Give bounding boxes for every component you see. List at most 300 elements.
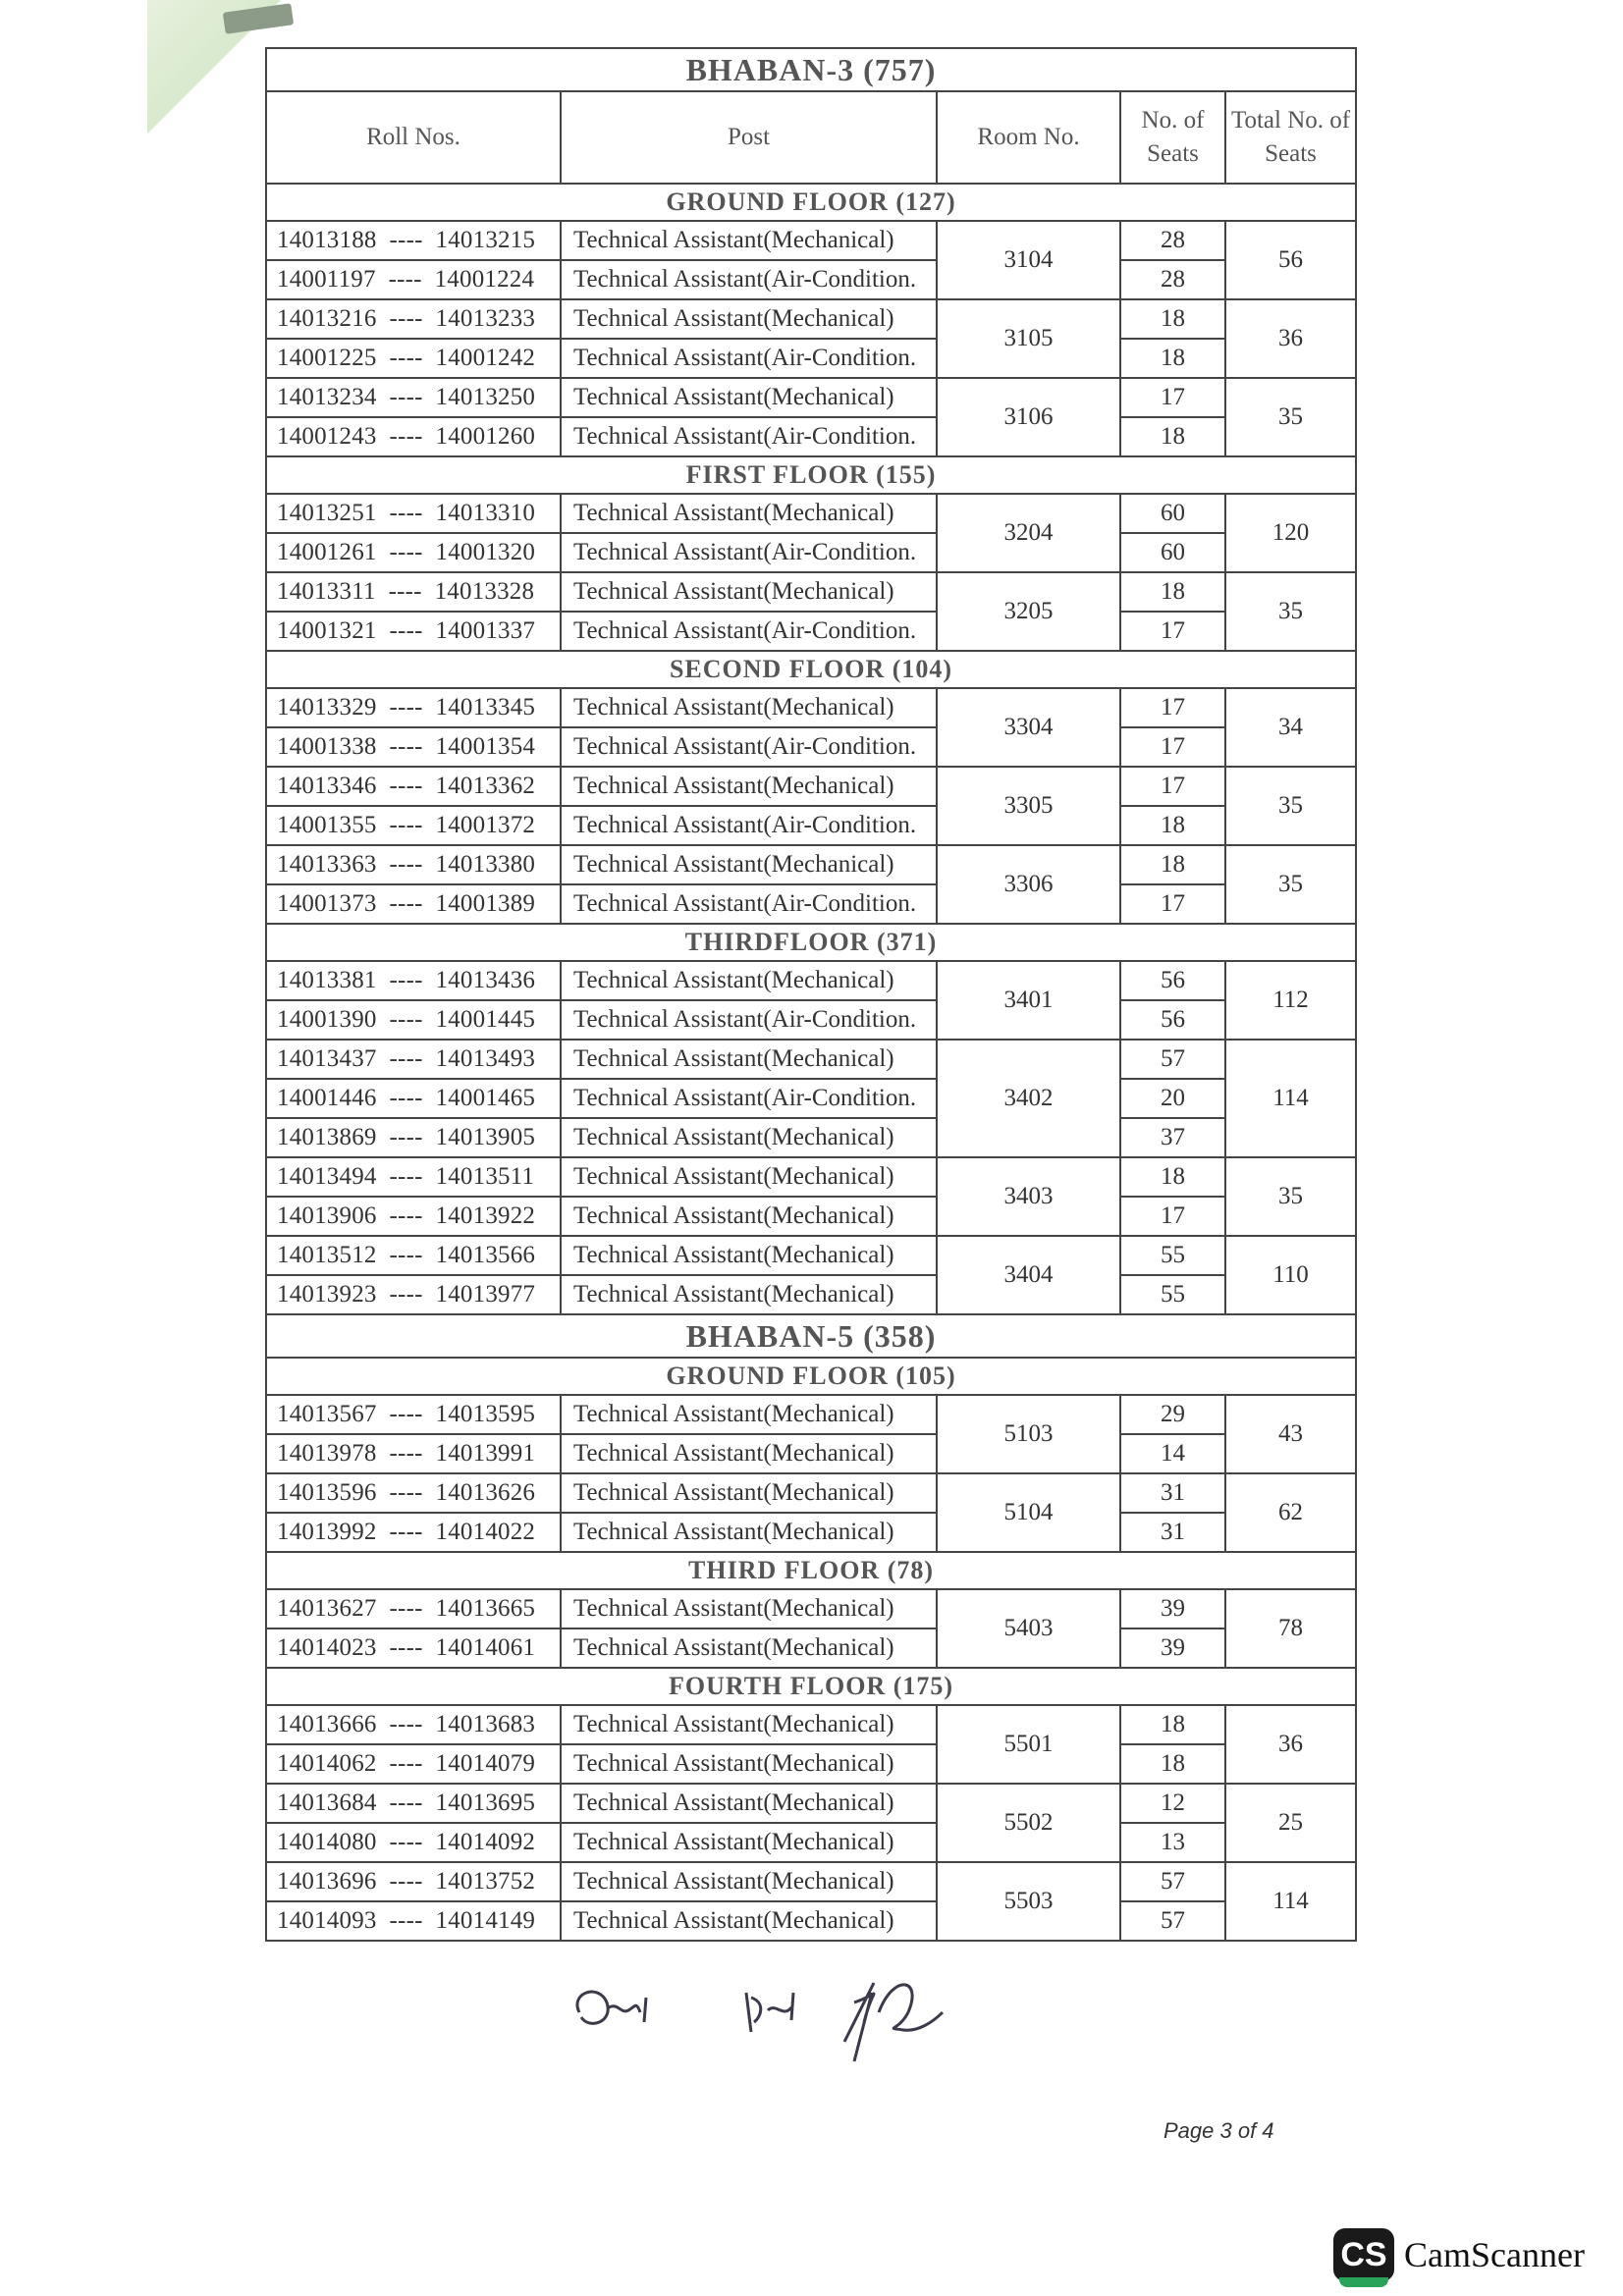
seats-cell: 18 [1120,806,1225,845]
roll-separator: ---- [389,227,423,253]
roll-from: 14013627 [277,1595,377,1622]
roll-range [266,1079,561,1118]
roll-range [266,1197,561,1236]
roll-range [266,1000,561,1040]
bhaban-title-row [266,1314,1356,1358]
floor-header-row [266,651,1356,688]
roll-to: 14001320 [435,539,536,565]
roll-to: 14001465 [435,1085,536,1111]
roll-range [266,1040,561,1079]
seats-cell: 57 [1120,1862,1225,1901]
roll-to: 14013595 [435,1401,536,1427]
roll-to: 14013977 [435,1281,536,1308]
roll-range [266,1901,561,1941]
signature-2 [746,1993,793,2032]
roll-to: 14001260 [435,423,536,450]
roll-to: 14001337 [435,617,536,644]
seats-cell: 18 [1120,1157,1225,1197]
post-cell: Technical Assistant(Mechanical) [561,1040,937,1079]
post-cell: Technical Assistant(Mechanical) [561,1275,937,1314]
total-seats-cell: 35 [1225,572,1356,651]
roll-to: 14013233 [435,305,536,332]
roll-to: 14013922 [435,1202,536,1229]
roll-range [266,1823,561,1862]
roll-separator: ---- [389,1401,423,1427]
roll-range [266,806,561,845]
table-row [266,1434,1356,1473]
roll-to: 14013310 [435,500,536,526]
roll-separator: ---- [389,539,423,565]
total-seats-cell: 36 [1225,1705,1356,1784]
seats-cell: 17 [1120,727,1225,767]
post-cell: Technical Assistant(Mechanical) [561,378,937,417]
roll-from: 14001355 [277,812,377,838]
total-seats-cell: 114 [1225,1040,1356,1157]
bhaban-title: BHABAN-3 (757) [266,48,1356,91]
room-no-cell: 3205 [937,572,1120,651]
total-seats-cell: 35 [1225,378,1356,456]
roll-from: 14013596 [277,1479,377,1506]
roll-from: 14013311 [277,578,376,605]
roll-from: 14013329 [277,694,377,721]
roll-range [266,1862,561,1901]
room-no-cell: 5501 [937,1705,1120,1784]
roll-from: 14013512 [277,1242,377,1268]
post-cell: Technical Assistant(Mechanical) [561,1823,937,1862]
post-cell: Technical Assistant(Air-Condition. [561,1079,937,1118]
roll-separator: ---- [389,1281,423,1308]
table-row [266,1744,1356,1784]
post-cell: Technical Assistant(Mechanical) [561,1862,937,1901]
roll-from: 14013666 [277,1711,377,1737]
page-number: Page 3 of 4 [1163,2118,1274,2143]
table-row [266,1275,1356,1314]
seats-cell: 29 [1120,1395,1225,1434]
table-row [266,417,1356,456]
post-cell: Technical Assistant(Air-Condition. [561,260,937,299]
post-cell: Technical Assistant(Air-Condition. [561,533,937,572]
roll-range [266,378,561,417]
seats-cell: 18 [1120,299,1225,339]
total-seats-cell: 43 [1225,1395,1356,1473]
roll-to: 14013695 [435,1789,536,1816]
table-row [266,884,1356,924]
seats-cell: 17 [1120,884,1225,924]
seats-cell: 31 [1120,1513,1225,1552]
table-row [266,1513,1356,1552]
roll-from: 14001373 [277,890,377,917]
total-seats-cell: 34 [1225,688,1356,767]
post-cell: Technical Assistant(Mechanical) [561,688,937,727]
room-no-cell: 5104 [937,1473,1120,1552]
roll-from: 14014062 [277,1750,377,1777]
seats-cell: 18 [1120,1705,1225,1744]
roll-to: 14013752 [435,1868,536,1895]
post-cell: Technical Assistant(Mechanical) [561,1157,937,1197]
roll-to: 14014061 [435,1634,536,1661]
roll-range [266,339,561,378]
roll-range [266,845,561,884]
post-cell: Technical Assistant(Mechanical) [561,1395,937,1434]
floor-title: SECOND FLOOR (104) [266,651,1356,688]
seats-cell: 18 [1120,572,1225,612]
post-cell: Technical Assistant(Mechanical) [561,572,937,612]
roll-separator: ---- [389,967,423,993]
roll-to: 14013345 [435,694,536,721]
seats-cell: 17 [1120,378,1225,417]
floor-title: THIRD FLOOR (78) [266,1552,1356,1589]
table-row [266,221,1356,260]
room-no-cell: 3401 [937,961,1120,1040]
post-cell: Technical Assistant(Mechanical) [561,1784,937,1823]
table-row [266,767,1356,806]
floor-header-row [266,184,1356,221]
seats-cell: 28 [1120,260,1225,299]
seats-cell: 18 [1120,845,1225,884]
roll-from: 14014093 [277,1907,377,1934]
seats-cell: 18 [1120,417,1225,456]
roll-separator: ---- [389,1907,423,1934]
floor-header-row [266,924,1356,961]
seats-cell: 18 [1120,1744,1225,1784]
total-seats-cell: 35 [1225,767,1356,845]
seat-plan-body [266,48,1356,1941]
table-row [266,806,1356,845]
room-no-cell: 3403 [937,1157,1120,1236]
post-cell: Technical Assistant(Mechanical) [561,1901,937,1941]
room-no-cell: 3304 [937,688,1120,767]
roll-from: 14001197 [277,266,376,293]
post-cell: Technical Assistant(Mechanical) [561,1236,937,1275]
total-seats-cell: 114 [1225,1862,1356,1941]
roll-separator: ---- [389,1479,423,1506]
post-cell: Technical Assistant(Mechanical) [561,1744,937,1784]
floor-header-row [266,1668,1356,1705]
floor-title: GROUND FLOOR (127) [266,184,1356,221]
roll-range [266,688,561,727]
room-no-cell: 5503 [937,1862,1120,1941]
table-row [266,260,1356,299]
roll-separator: ---- [389,1045,423,1072]
seats-cell: 56 [1120,961,1225,1000]
seats-cell: 17 [1120,767,1225,806]
seats-cell: 60 [1120,494,1225,533]
roll-from: 14001338 [277,733,377,760]
room-no-cell: 3105 [937,299,1120,378]
roll-from: 14013923 [277,1281,377,1308]
roll-to: 14013905 [435,1124,536,1150]
seats-cell: 14 [1120,1434,1225,1473]
roll-from: 14001225 [277,345,377,371]
roll-from: 14001243 [277,423,377,450]
roll-separator: ---- [389,773,423,799]
table-row [266,1473,1356,1513]
post-cell: Technical Assistant(Mechanical) [561,1118,937,1157]
table-row [266,533,1356,572]
roll-separator: ---- [389,812,423,838]
roll-to: 14013566 [435,1242,536,1268]
roll-separator: ---- [389,1829,423,1855]
roll-range [266,612,561,651]
total-seats-cell: 56 [1225,221,1356,299]
roll-separator: ---- [389,384,423,410]
roll-from: 14013363 [277,851,377,878]
roll-range [266,1744,561,1784]
seats-cell: 39 [1120,1589,1225,1629]
roll-separator: ---- [389,1242,423,1268]
roll-range [266,494,561,533]
roll-to: 14014022 [435,1519,536,1545]
roll-to: 14001354 [435,733,536,760]
roll-separator: ---- [389,1440,423,1467]
seats-cell: 13 [1120,1823,1225,1862]
table-row [266,1395,1356,1434]
total-seats-cell: 78 [1225,1589,1356,1668]
room-no-cell: 3306 [937,845,1120,924]
signature-1 [577,1992,646,2023]
roll-range [266,1629,561,1668]
header-no-of-seats: No. of Seats [1120,91,1225,184]
roll-range [266,417,561,456]
roll-to: 14013665 [435,1595,536,1622]
total-seats-cell: 110 [1225,1236,1356,1314]
roll-from: 14013696 [277,1868,377,1895]
roll-from: 14013346 [277,773,377,799]
post-cell: Technical Assistant(Air-Condition. [561,612,937,651]
roll-separator: ---- [389,694,423,721]
roll-from: 14013992 [277,1519,377,1545]
roll-separator: ---- [389,733,423,760]
roll-separator: ---- [389,1711,423,1737]
floor-header-row [266,1552,1356,1589]
total-seats-cell: 112 [1225,961,1356,1040]
table-row [266,612,1356,651]
seats-cell: 17 [1120,1197,1225,1236]
roll-separator: ---- [388,266,422,293]
roll-from: 14013216 [277,305,377,332]
seats-cell: 20 [1120,1079,1225,1118]
roll-from: 14001446 [277,1085,377,1111]
table-row [266,572,1356,612]
roll-separator: ---- [389,1519,423,1545]
total-seats-cell: 35 [1225,1157,1356,1236]
roll-separator: ---- [389,423,423,450]
roll-range [266,1157,561,1197]
roll-separator: ---- [389,890,423,917]
seats-cell: 17 [1120,612,1225,651]
roll-range [266,1705,561,1744]
roll-separator: ---- [389,1634,423,1661]
room-no-cell: 3106 [937,378,1120,456]
table-row [266,1629,1356,1668]
room-no-cell: 5502 [937,1784,1120,1862]
post-cell: Technical Assistant(Mechanical) [561,1629,937,1668]
seats-cell: 18 [1120,339,1225,378]
post-cell: Technical Assistant(Mechanical) [561,767,937,806]
roll-range [266,1589,561,1629]
table-row [266,1862,1356,1901]
floor-title: THIRDFLOOR (371) [266,924,1356,961]
roll-from: 14013494 [277,1163,377,1190]
post-cell: Technical Assistant(Mechanical) [561,1197,937,1236]
total-seats-cell: 120 [1225,494,1356,572]
roll-from: 14001390 [277,1006,377,1033]
table-row [266,1079,1356,1118]
table-row [266,1784,1356,1823]
post-cell: Technical Assistant(Mechanical) [561,1513,937,1552]
post-cell: Technical Assistant(Mechanical) [561,961,937,1000]
post-cell: Technical Assistant(Mechanical) [561,221,937,260]
roll-range [266,767,561,806]
roll-range [266,260,561,299]
post-cell: Technical Assistant(Air-Condition. [561,884,937,924]
roll-to: 14014079 [435,1750,536,1777]
roll-range [266,1395,561,1434]
room-no-cell: 3404 [937,1236,1120,1314]
floor-title: FIRST FLOOR (155) [266,456,1356,494]
roll-to: 14013991 [435,1440,536,1467]
roll-to: 14014149 [435,1907,536,1934]
room-no-cell: 3104 [937,221,1120,299]
room-no-cell: 3402 [937,1040,1120,1157]
table-row [266,727,1356,767]
table-row [266,1589,1356,1629]
room-no-cell: 5403 [937,1589,1120,1668]
post-cell: Technical Assistant(Mechanical) [561,1434,937,1473]
table-row [266,1823,1356,1862]
floor-title: FOURTH FLOOR (175) [266,1668,1356,1705]
post-cell: Technical Assistant(Mechanical) [561,494,937,533]
seats-cell: 60 [1120,533,1225,572]
seat-plan-table [265,47,1357,1942]
roll-from: 14001321 [277,617,377,644]
roll-from: 14013869 [277,1124,377,1150]
room-no-cell: 3305 [937,767,1120,845]
roll-range [266,961,561,1000]
roll-to: 14001224 [434,266,535,293]
table-row [266,1157,1356,1197]
floor-header-row [266,456,1356,494]
roll-range [266,533,561,572]
roll-separator: ---- [389,1868,423,1895]
camscanner-logo-icon: CS [1333,2228,1394,2281]
roll-separator: ---- [389,1006,423,1033]
table-row [266,378,1356,417]
roll-range [266,1434,561,1473]
roll-separator: ---- [389,1124,423,1150]
table-row [266,1118,1356,1157]
total-seats-cell: 25 [1225,1784,1356,1862]
roll-range [266,1784,561,1823]
roll-to: 14013626 [435,1479,536,1506]
roll-to: 14013436 [435,967,536,993]
roll-separator: ---- [389,1163,423,1190]
table-row [266,1236,1356,1275]
seats-cell: 37 [1120,1118,1225,1157]
roll-from: 14013906 [277,1202,377,1229]
header-post: Post [561,91,937,184]
table-row [266,1000,1356,1040]
roll-from: 14013567 [277,1401,377,1427]
room-no-cell: 3204 [937,494,1120,572]
roll-to: 14014092 [435,1829,536,1855]
signature-3 [844,1983,943,2061]
post-cell: Technical Assistant(Mechanical) [561,1589,937,1629]
total-seats-cell: 36 [1225,299,1356,378]
roll-range [266,1275,561,1314]
post-cell: Technical Assistant(Air-Condition. [561,339,937,378]
roll-from: 14013437 [277,1045,377,1072]
header-total-seats: Total No. of Seats [1225,91,1356,184]
roll-range [266,1473,561,1513]
roll-range [266,572,561,612]
roll-from: 14013684 [277,1789,377,1816]
roll-to: 14013511 [435,1163,535,1190]
header-roll-nos: Roll Nos. [266,91,561,184]
roll-to: 14001389 [435,890,536,917]
post-cell: Technical Assistant(Air-Condition. [561,727,937,767]
roll-range [266,1118,561,1157]
seats-cell: 31 [1120,1473,1225,1513]
roll-to: 14013250 [435,384,536,410]
roll-to: 14001445 [435,1006,536,1033]
roll-separator: ---- [389,500,423,526]
table-row [266,299,1356,339]
total-seats-cell: 62 [1225,1473,1356,1552]
seats-cell: 55 [1120,1236,1225,1275]
table-row [266,494,1356,533]
roll-to: 14001242 [435,345,536,371]
roll-from: 14001261 [277,539,377,565]
seats-cell: 57 [1120,1040,1225,1079]
seats-cell: 39 [1120,1629,1225,1668]
total-seats-cell: 35 [1225,845,1356,924]
table-row [266,339,1356,378]
roll-to: 14013493 [435,1045,536,1072]
bhaban-title: BHABAN-5 (358) [266,1314,1356,1358]
seats-cell: 57 [1120,1901,1225,1941]
post-cell: Technical Assistant(Mechanical) [561,299,937,339]
bhaban-title-row [266,48,1356,91]
table-row [266,1901,1356,1941]
roll-from: 14013234 [277,384,377,410]
floor-title: GROUND FLOOR (105) [266,1358,1356,1395]
roll-separator: ---- [389,305,423,332]
table-row [266,1197,1356,1236]
seats-cell: 56 [1120,1000,1225,1040]
seat-plan-sheet [265,47,1355,1942]
table-row [266,961,1356,1000]
roll-from: 14013188 [277,227,377,253]
roll-separator: ---- [389,1595,423,1622]
seats-cell: 17 [1120,688,1225,727]
roll-to: 14013215 [435,227,536,253]
roll-separator: ---- [389,617,423,644]
roll-to: 14013362 [435,773,536,799]
seats-cell: 55 [1120,1275,1225,1314]
floor-header-row [266,1358,1356,1395]
roll-from: 14013381 [277,967,377,993]
roll-from: 14013978 [277,1440,377,1467]
signatures [560,1953,1011,2091]
roll-range [266,1513,561,1552]
roll-range [266,221,561,260]
camscanner-name: CamScanner [1404,2235,1585,2274]
post-cell: Technical Assistant(Mechanical) [561,845,937,884]
roll-from: 14014080 [277,1829,377,1855]
column-header-row [266,91,1356,184]
roll-separator: ---- [389,345,423,371]
